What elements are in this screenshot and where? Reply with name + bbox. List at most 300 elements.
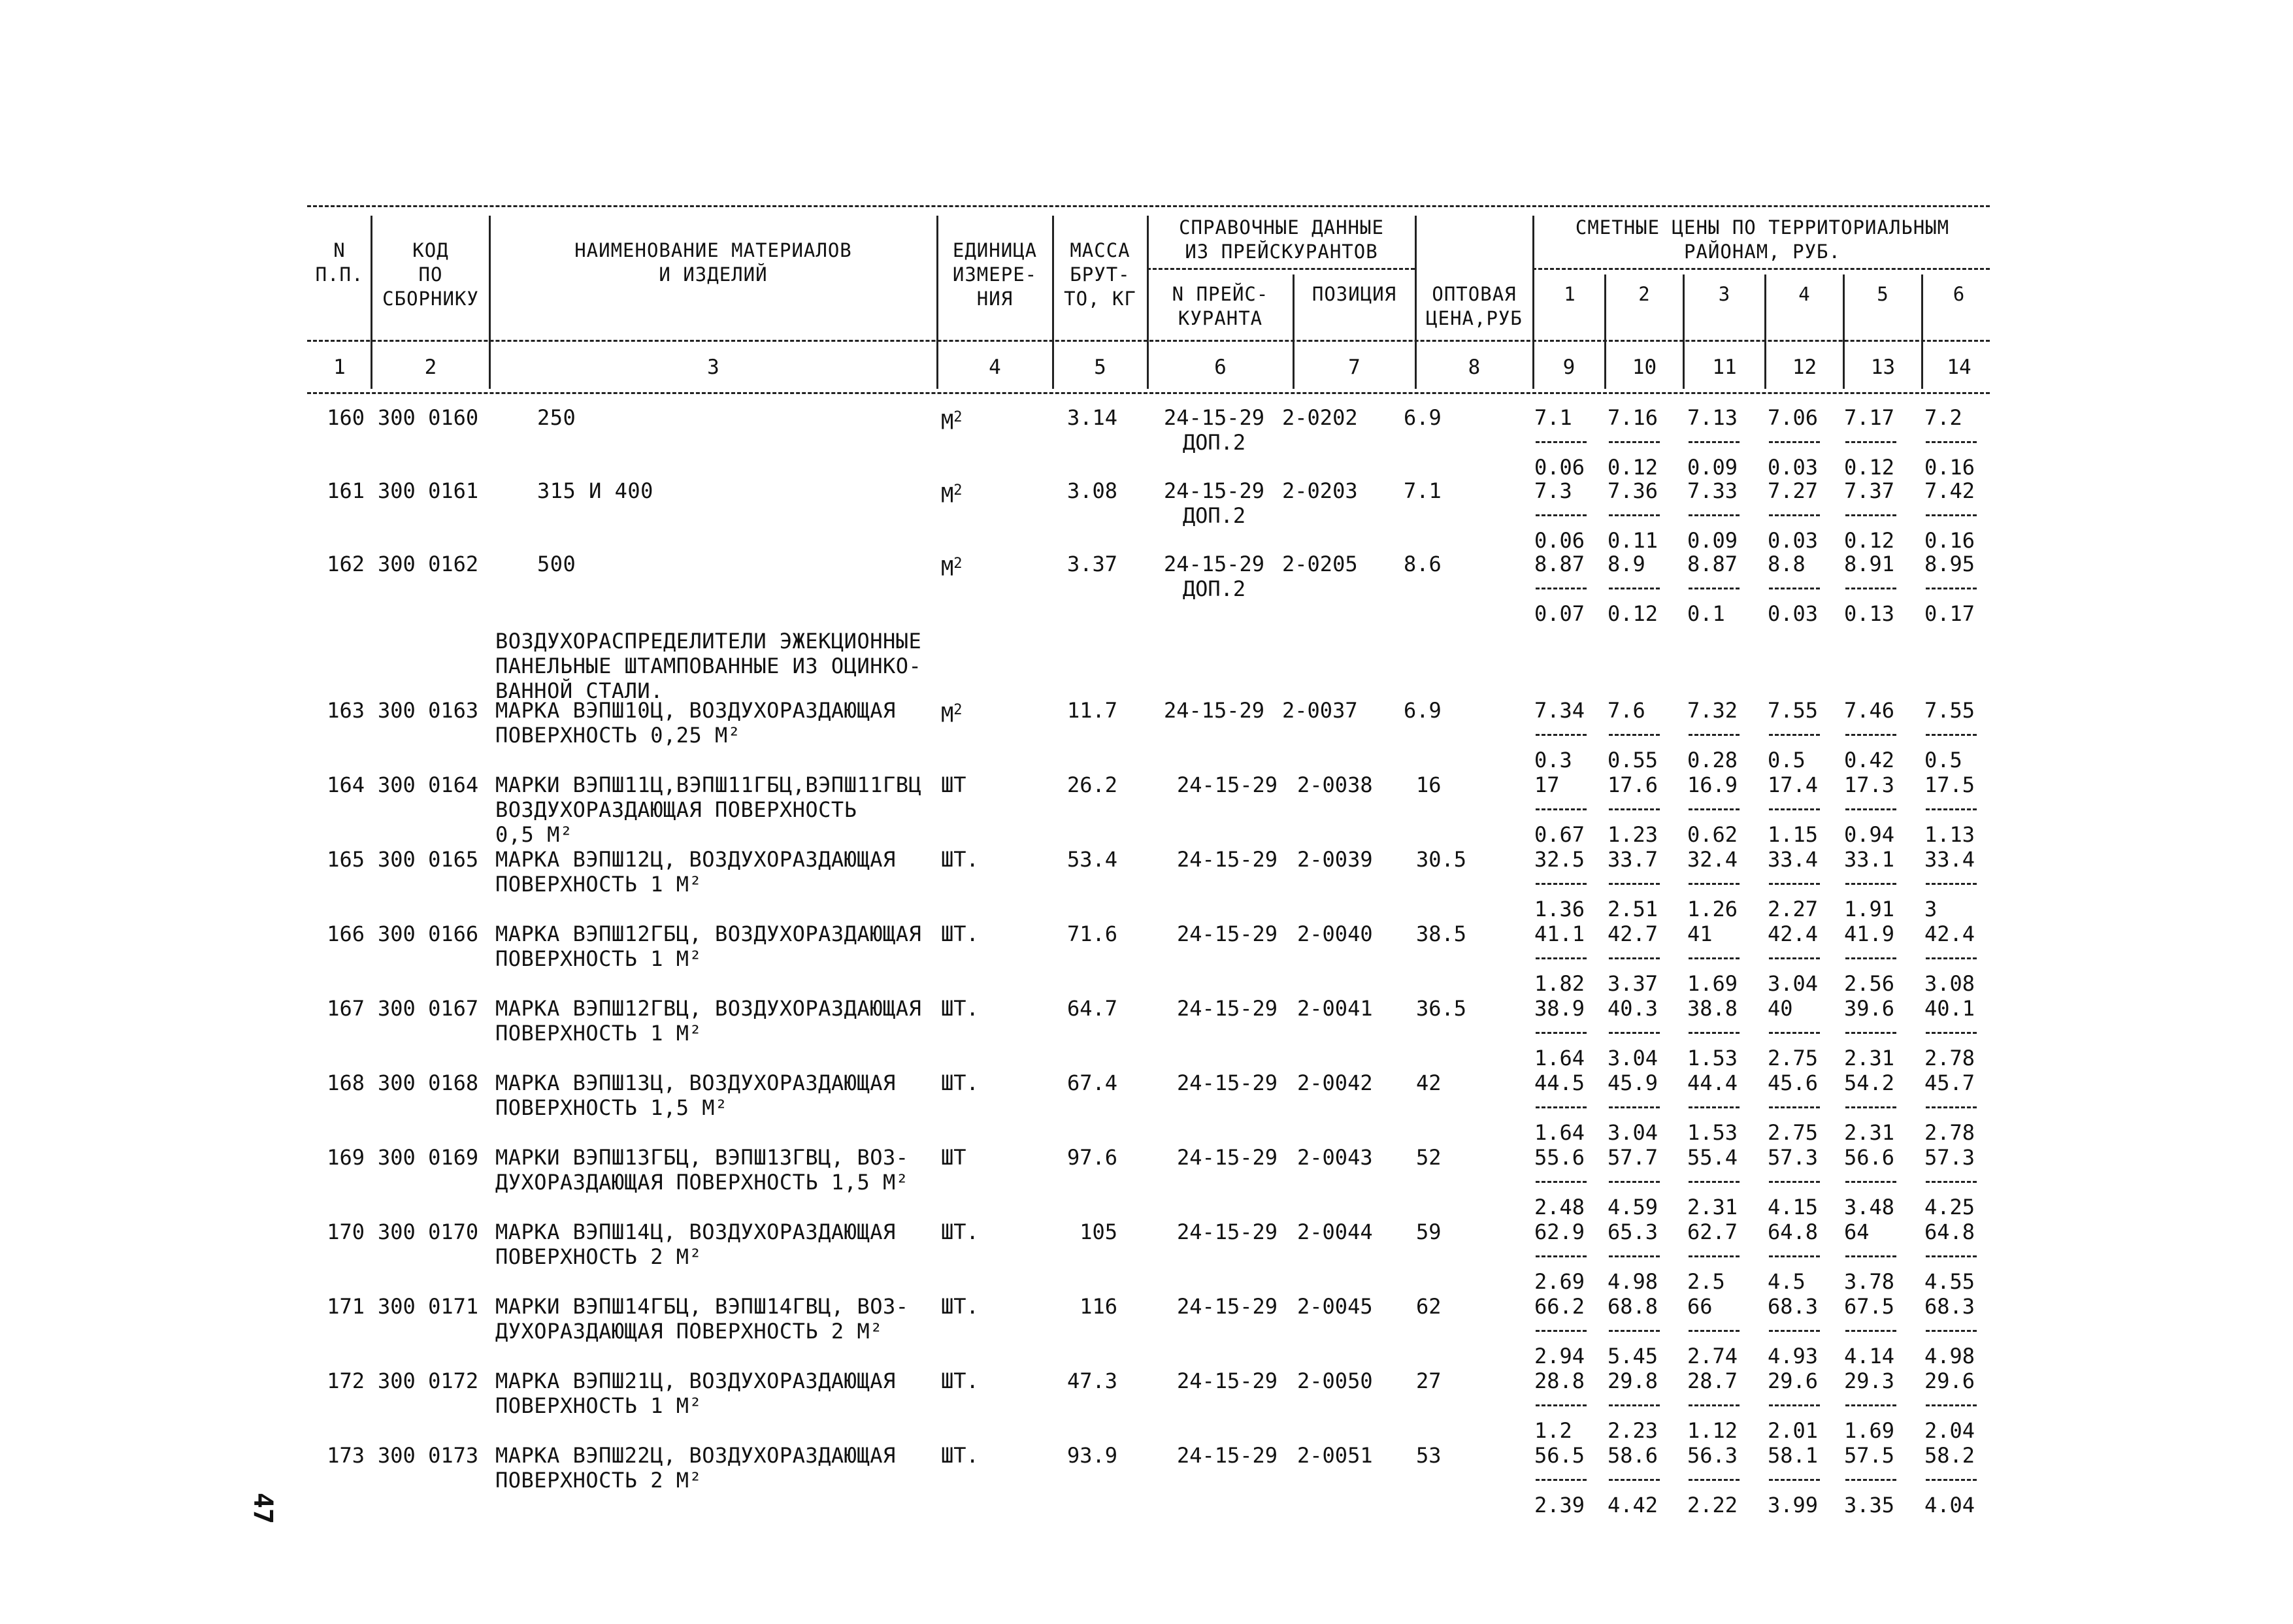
region-price-value: 7.42 [1924, 478, 1975, 503]
row-mass: 116 [1080, 1294, 1117, 1319]
region-price-value: 32.4 [1687, 847, 1738, 872]
row-position: 2-0044 [1297, 1219, 1373, 1244]
region-price-extra: 3 [1924, 897, 1938, 921]
region-price [1534, 1070, 1600, 1145]
row-pricelist-number [1155, 1219, 1299, 1244]
region-price-extra: 0.13 [1844, 601, 1895, 626]
row-wholesale-price: 36.5 [1416, 996, 1467, 1021]
row-number: 162 [327, 552, 365, 576]
region-price-extra: 0.12 [1844, 455, 1895, 480]
row-code: 300 0173 [378, 1443, 479, 1468]
price-fraction-rule [1768, 723, 1833, 748]
row-number: 165 [327, 847, 365, 872]
region-price [1534, 772, 1600, 847]
region-price-value: 7.46 [1844, 698, 1895, 723]
region-price-value: 56.3 [1687, 1443, 1738, 1468]
region-price [1768, 996, 1833, 1070]
row-pricelist-line: 24-15-29 [1176, 847, 1278, 872]
row-pricelist-number [1142, 478, 1286, 528]
price-fraction-rule [1924, 723, 1990, 748]
region-price [1608, 478, 1673, 553]
region-price [1768, 478, 1833, 553]
row-unit-text: ШТ. [941, 996, 979, 1021]
region-price [1768, 1070, 1833, 1145]
region-price-extra: 1.36 [1534, 897, 1585, 921]
price-fraction-rule [1687, 430, 1753, 455]
row-position: 2-0041 [1297, 996, 1373, 1021]
region-price [1687, 1443, 1753, 1517]
row-pricelist-number [1155, 1070, 1299, 1095]
row-name-line: 250 [537, 405, 576, 430]
row-name-line: ПОВЕРХНОСТЬ 1 М² [495, 1393, 702, 1418]
row-code: 300 0169 [378, 1145, 479, 1170]
price-fraction-rule [1608, 1393, 1673, 1418]
row-number: 169 [327, 1145, 365, 1170]
row-unit [941, 405, 963, 435]
row-pricelist-number [1155, 772, 1299, 797]
region-price-value: 57.3 [1768, 1145, 1819, 1170]
row-code: 300 0161 [378, 478, 479, 503]
price-fraction-rule [1534, 1244, 1600, 1269]
region-price-extra: 1.2 [1534, 1418, 1572, 1443]
region-price-extra: 3.35 [1844, 1493, 1895, 1517]
price-fraction-rule [1844, 797, 1909, 822]
row-unit [941, 772, 966, 797]
region-price [1608, 698, 1673, 772]
region-price [1768, 552, 1833, 626]
row-unit-text: ШТ [941, 1145, 966, 1170]
row-name [495, 1368, 896, 1418]
column-number: 6 [1214, 356, 1227, 379]
header-region-4: 4 [1798, 283, 1811, 305]
region-price-value: 42.7 [1608, 921, 1658, 946]
region-price-extra: 1.82 [1534, 971, 1585, 996]
region-price-value: 7.1 [1534, 405, 1572, 430]
row-unit-superscript: 2 [953, 702, 963, 718]
header-region-3: 3 [1718, 283, 1731, 305]
row-code: 300 0164 [378, 772, 479, 797]
price-fraction-rule [1687, 503, 1753, 528]
row-name-line: ПОВЕРХНОСТЬ 0,25 М² [495, 723, 741, 748]
region-price-extra: 0.42 [1844, 748, 1895, 772]
region-price [1924, 921, 1990, 996]
header-reference-group: СПРАВОЧНЫЕ ДАННЫЕ ИЗ ПРЕЙСКУРАНТОВ [1179, 216, 1384, 263]
row-number: 166 [327, 921, 365, 946]
row-unit-text: ШТ. [941, 1219, 979, 1244]
region-price-value: 17.3 [1844, 772, 1895, 797]
section-title: ВОЗДУХОРАСПРЕДЕЛИТЕЛИ ЭЖЕКЦИОННЫЕ ПАНЕЛЬНЫЕ ШТАМПОВАННЫЕ ИЗ ОЦИНКО- ВАННОЙ СТАЛИ. [495, 629, 922, 703]
price-fraction-rule [1924, 1244, 1990, 1269]
region-price [1924, 996, 1990, 1070]
region-price-value: 7.06 [1768, 405, 1819, 430]
price-fraction-rule [1924, 1393, 1990, 1418]
row-pricelist-number [1142, 552, 1286, 601]
region-price-extra: 0.03 [1768, 455, 1819, 480]
region-price-extra: 3.48 [1844, 1195, 1895, 1219]
price-fraction-rule [1608, 946, 1673, 971]
region-price-value: 7.3 [1534, 478, 1572, 503]
region-price-extra: 4.25 [1924, 1195, 1975, 1219]
row-name-line: ПОВЕРХНОСТЬ 1 М² [495, 1021, 702, 1046]
row-pricelist-number [1142, 698, 1286, 723]
row-mass: 67.4 [1066, 1070, 1117, 1095]
price-fraction-rule [1844, 723, 1909, 748]
region-price-extra: 0.62 [1687, 822, 1738, 847]
price-fraction-rule [1844, 430, 1909, 455]
row-unit [941, 1294, 979, 1319]
region-price-value: 7.13 [1687, 405, 1738, 430]
row-wholesale-price: 59 [1416, 1219, 1442, 1244]
price-fraction-rule [1534, 576, 1600, 601]
region-price-extra: 0.3 [1534, 748, 1572, 772]
row-position: 2-0202 [1282, 405, 1358, 430]
row-wholesale-price: 30.5 [1416, 847, 1467, 872]
row-name-line: ПОВЕРХНОСТЬ 1 М² [495, 946, 702, 971]
row-number: 163 [327, 698, 365, 723]
row-code: 300 0166 [378, 921, 479, 946]
column-number: 4 [989, 356, 1001, 379]
row-pricelist-line: ДОП.2 [1182, 576, 1246, 601]
region-price-value: 56.6 [1844, 1145, 1895, 1170]
row-mass: 71.6 [1066, 921, 1117, 946]
row-mass: 3.37 [1066, 552, 1117, 576]
row-number: 173 [327, 1443, 365, 1468]
region-price [1608, 921, 1673, 996]
row-name-line: МАРКИ ВЭПШ14ГБЦ, ВЭПШ14ГВЦ, ВОЗ- [495, 1294, 909, 1319]
header-region-2: 2 [1638, 283, 1651, 305]
region-price-extra: 3.04 [1608, 1120, 1658, 1145]
row-code: 300 0163 [378, 698, 479, 723]
region-price [1534, 1368, 1600, 1443]
region-price [1608, 405, 1673, 480]
row-unit [941, 552, 963, 581]
row-unit-text: М [941, 702, 954, 727]
region-price [1924, 478, 1990, 553]
region-price [1608, 552, 1673, 626]
region-price-value: 44.5 [1534, 1070, 1585, 1095]
region-price-extra: 2.74 [1687, 1344, 1738, 1368]
region-price [1844, 1145, 1909, 1219]
region-price [1608, 1368, 1673, 1443]
row-name-line: ПОВЕРХНОСТЬ 2 М² [495, 1244, 702, 1269]
row-wholesale-price: 8.6 [1404, 552, 1442, 576]
header-code: КОД ПО СБОРНИКУ [382, 239, 479, 310]
region-price-extra: 2.94 [1534, 1344, 1585, 1368]
price-fraction-rule [1844, 1021, 1909, 1046]
price-fraction-rule [1768, 946, 1833, 971]
region-price-extra: 0.67 [1534, 822, 1585, 847]
price-fraction-rule [1608, 576, 1673, 601]
row-wholesale-price: 52 [1416, 1145, 1442, 1170]
row-pricelist-line: 24-15-29 [1163, 478, 1265, 503]
row-position: 2-0040 [1297, 921, 1373, 946]
region-price-extra: 1.69 [1844, 1418, 1895, 1443]
row-pricelist-line: 24-15-29 [1176, 1368, 1278, 1393]
region-price-value: 17 [1534, 772, 1560, 797]
region-price [1534, 478, 1600, 553]
region-price [1534, 1219, 1600, 1294]
price-fraction-rule [1608, 1170, 1673, 1195]
row-pricelist-number [1155, 847, 1299, 872]
price-fraction-rule [1844, 1319, 1909, 1344]
region-price [1534, 996, 1600, 1070]
row-pricelist-line: 24-15-29 [1176, 1070, 1278, 1095]
column-number: 13 [1870, 356, 1896, 379]
row-name-line: МАРКИ ВЭПШ13ГБЦ, ВЭПШ13ГВЦ, ВОЗ- [495, 1145, 909, 1170]
row-code: 300 0160 [378, 405, 479, 430]
region-price [1768, 1294, 1833, 1368]
region-price-extra: 4.15 [1768, 1195, 1819, 1219]
row-number: 160 [327, 405, 365, 430]
region-price-extra: 1.64 [1534, 1046, 1585, 1070]
row-code: 300 0170 [378, 1219, 479, 1244]
row-unit [941, 1368, 979, 1393]
region-price-extra: 3.78 [1844, 1269, 1895, 1294]
region-price [1924, 1443, 1990, 1517]
region-price [1608, 1145, 1673, 1219]
region-price-extra: 3.08 [1924, 971, 1975, 996]
row-unit [941, 698, 963, 727]
region-price [1768, 847, 1833, 921]
row-code: 300 0171 [378, 1294, 479, 1319]
price-fraction-rule [1534, 430, 1600, 455]
price-fraction-rule [1844, 1170, 1909, 1195]
region-price-value: 57.3 [1924, 1145, 1975, 1170]
price-fraction-rule [1844, 576, 1909, 601]
row-pricelist-line: 24-15-29 [1176, 996, 1278, 1021]
region-price-extra: 0.5 [1924, 748, 1962, 772]
region-price-value: 17.6 [1608, 772, 1658, 797]
prices-subheader-rule [1532, 268, 1990, 270]
row-unit-text: ШТ. [941, 1294, 979, 1319]
row-number: 161 [327, 478, 365, 503]
region-price-extra: 2.04 [1924, 1418, 1975, 1443]
region-price [1687, 1070, 1753, 1145]
region-price-extra: 2.75 [1768, 1120, 1819, 1145]
price-fraction-rule [1534, 723, 1600, 748]
region-price [1924, 1219, 1990, 1294]
region-price [1534, 698, 1600, 772]
region-price-value: 8.95 [1924, 552, 1975, 576]
price-fraction-rule [1608, 1244, 1673, 1269]
row-code: 300 0167 [378, 996, 479, 1021]
row-mass: 3.14 [1066, 405, 1117, 430]
column-numbers-rule [307, 392, 1990, 394]
row-name [495, 847, 896, 897]
region-price-value: 58.1 [1768, 1443, 1819, 1468]
row-name-line: ПОВЕРХНОСТЬ 1,5 М² [495, 1095, 728, 1120]
row-pricelist-line: 24-15-29 [1176, 921, 1278, 946]
table-top-rule [307, 205, 1990, 207]
region-price-value: 28.8 [1534, 1368, 1585, 1393]
region-price [1687, 772, 1753, 847]
row-name-line: МАРКА ВЭПШ13Ц, ВОЗДУХОРАЗДАЮЩАЯ [495, 1070, 896, 1095]
price-fraction-rule [1687, 1319, 1753, 1344]
region-price [1608, 1070, 1673, 1145]
region-price-extra: 3.99 [1768, 1493, 1819, 1517]
price-fraction-rule [1534, 1468, 1600, 1493]
region-price-value: 64 [1844, 1219, 1870, 1244]
header-mass: МАССА БРУТ- ТО, КГ [1064, 239, 1136, 310]
region-price-value: 39.6 [1844, 996, 1895, 1021]
price-fraction-rule [1924, 797, 1990, 822]
region-price [1924, 552, 1990, 626]
header-position: ПОЗИЦИЯ [1311, 283, 1397, 305]
region-price-extra: 3.04 [1608, 1046, 1658, 1070]
row-pricelist-number [1155, 1443, 1299, 1468]
row-unit [941, 1070, 979, 1095]
price-fraction-rule [1768, 797, 1833, 822]
row-unit [941, 921, 979, 946]
region-price-extra: 1.64 [1534, 1120, 1585, 1145]
region-price-extra: 4.59 [1608, 1195, 1658, 1219]
region-price-value: 8.87 [1687, 552, 1738, 576]
region-price [1687, 478, 1753, 553]
row-name-line: 315 И 400 [537, 478, 653, 503]
region-price [1844, 1368, 1909, 1443]
row-mass: 3.08 [1066, 478, 1117, 503]
row-name-line: 0,5 М² [495, 822, 573, 847]
price-fraction-rule [1687, 1095, 1753, 1120]
region-price-extra: 1.53 [1687, 1046, 1738, 1070]
row-unit-text: М [941, 409, 954, 435]
price-fraction-rule [1768, 1244, 1833, 1269]
price-fraction-rule [1924, 1021, 1990, 1046]
region-price-extra: 2.31 [1844, 1120, 1895, 1145]
price-fraction-rule [1608, 503, 1673, 528]
row-mass: 26.2 [1066, 772, 1117, 797]
region-price [1687, 847, 1753, 921]
row-name [495, 921, 921, 971]
row-pricelist-line: 24-15-29 [1176, 1294, 1278, 1319]
region-price-value: 29.6 [1768, 1368, 1819, 1393]
price-fraction-rule [1687, 1244, 1753, 1269]
row-pricelist-line: 24-15-29 [1163, 698, 1265, 723]
header-region-1: 1 [1564, 283, 1576, 305]
row-mass: 97.6 [1066, 1145, 1117, 1170]
region-price [1924, 1070, 1990, 1145]
region-price-value: 56.5 [1534, 1443, 1585, 1468]
region-price-extra: 2.31 [1844, 1046, 1895, 1070]
region-price-extra: 3.04 [1768, 971, 1819, 996]
row-name [537, 478, 653, 503]
region-price-extra: 0.16 [1924, 528, 1975, 553]
price-fraction-rule [1768, 872, 1833, 897]
price-fraction-rule [1844, 946, 1909, 971]
row-unit-text: ШТ. [941, 1443, 979, 1468]
region-price-extra: 1.15 [1768, 822, 1819, 847]
row-code: 300 0168 [378, 1070, 479, 1095]
price-fraction-rule [1768, 1319, 1833, 1344]
row-unit-text: ШТ [941, 772, 966, 797]
row-pricelist-line: 24-15-29 [1163, 405, 1265, 430]
region-price-extra: 0.94 [1844, 822, 1895, 847]
row-name-line: 500 [537, 552, 576, 576]
row-wholesale-price: 7.1 [1404, 478, 1442, 503]
row-position: 2-0042 [1297, 1070, 1373, 1095]
header-name: НАИМЕНОВАНИЕ МАТЕРИАЛОВ И ИЗДЕЛИЙ [574, 239, 852, 286]
price-fraction-rule [1924, 503, 1990, 528]
region-price [1768, 1443, 1833, 1517]
price-fraction-rule [1844, 1244, 1909, 1269]
region-price-extra: 4.42 [1608, 1493, 1658, 1517]
row-wholesale-price: 6.9 [1404, 698, 1442, 723]
region-price-extra: 0.12 [1608, 455, 1658, 480]
region-price-value: 68.3 [1768, 1294, 1819, 1319]
row-name [495, 772, 921, 847]
row-wholesale-price: 53 [1416, 1443, 1442, 1468]
region-price-value: 55.6 [1534, 1145, 1585, 1170]
row-mass: 105 [1080, 1219, 1117, 1244]
column-number: 7 [1348, 356, 1361, 379]
region-price [1844, 772, 1909, 847]
region-price [1768, 1145, 1833, 1219]
region-price-extra: 3.37 [1608, 971, 1658, 996]
region-price [1768, 698, 1833, 772]
row-name-line: МАРКА ВЭПШ22Ц, ВОЗДУХОРАЗДАЮЩАЯ [495, 1443, 896, 1468]
region-price-extra: 2.78 [1924, 1120, 1975, 1145]
region-price-value: 7.37 [1844, 478, 1895, 503]
region-price [1534, 921, 1600, 996]
row-position: 2-0203 [1282, 478, 1358, 503]
row-position: 2-0038 [1297, 772, 1373, 797]
region-price [1844, 996, 1909, 1070]
price-fraction-rule [1608, 797, 1673, 822]
region-price-extra: 4.5 [1768, 1269, 1806, 1294]
row-unit-text: ШТ. [941, 921, 979, 946]
region-price-value: 7.27 [1768, 478, 1819, 503]
row-pricelist-number [1155, 921, 1299, 946]
region-price-value: 64.8 [1768, 1219, 1819, 1244]
price-fraction-rule [1534, 1170, 1600, 1195]
price-fraction-rule [1608, 872, 1673, 897]
region-price-extra: 0.16 [1924, 455, 1975, 480]
region-price-value: 33.7 [1608, 847, 1658, 872]
region-price [1608, 996, 1673, 1070]
region-price-extra: 2.22 [1687, 1493, 1738, 1517]
price-fraction-rule [1924, 1095, 1990, 1120]
region-price-value: 7.16 [1608, 405, 1658, 430]
price-fraction-rule [1687, 797, 1753, 822]
region-price-value: 45.6 [1768, 1070, 1819, 1095]
region-price-value: 55.4 [1687, 1145, 1738, 1170]
region-price [1844, 478, 1909, 553]
header-unit: ЕДИНИЦА ИЗМЕРЕ- НИЯ [952, 239, 1038, 310]
region-price [1844, 1443, 1909, 1517]
region-price-value: 7.33 [1687, 478, 1738, 503]
region-price [1608, 1219, 1673, 1294]
region-price [1924, 847, 1990, 921]
region-price-value: 28.7 [1687, 1368, 1738, 1393]
region-price [1844, 698, 1909, 772]
price-fraction-rule [1687, 1021, 1753, 1046]
region-price-extra: 0.06 [1534, 528, 1585, 553]
row-position: 2-0045 [1297, 1294, 1373, 1319]
region-price [1844, 847, 1909, 921]
region-price-extra: 2.31 [1687, 1195, 1738, 1219]
price-fraction-rule [1924, 1468, 1990, 1493]
column-number: 5 [1094, 356, 1106, 379]
row-unit-text: ШТ. [941, 1070, 979, 1095]
region-price-value: 45.7 [1924, 1070, 1975, 1095]
price-fraction-rule [1768, 1095, 1833, 1120]
price-fraction-rule [1768, 1170, 1833, 1195]
region-price-value: 33.4 [1924, 847, 1975, 872]
region-price-extra: 0.03 [1768, 601, 1819, 626]
region-price-extra: 0.5 [1768, 748, 1806, 772]
price-fraction-rule [1924, 872, 1990, 897]
region-price-extra: 4.14 [1844, 1344, 1895, 1368]
